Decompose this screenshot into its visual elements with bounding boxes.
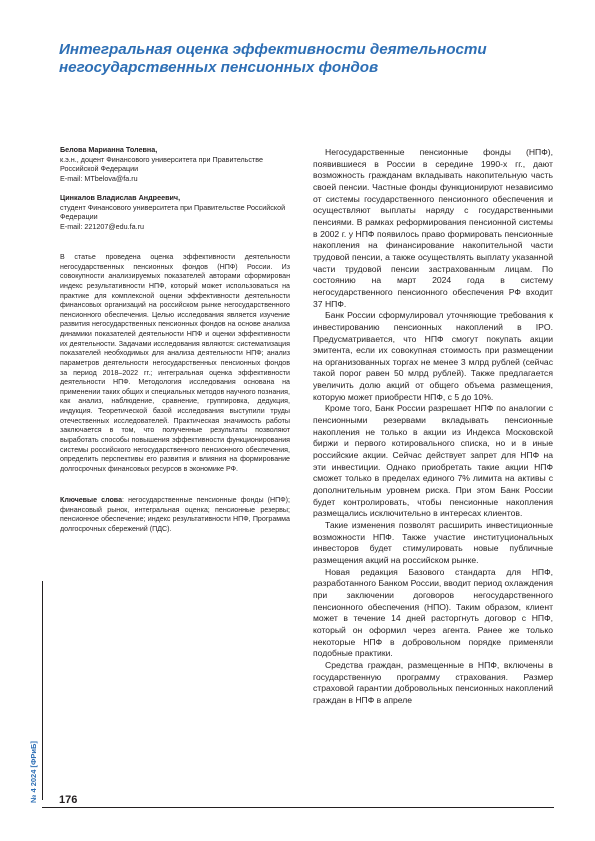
abstract: В статье проведена оценка эффективности деятельности негосударственных пенсионных фондов (НПФ) России. Из совокупности анализируемых показателей авторами сформирован индекс результативности НПФ, который может использоваться на практике для комплексной оценки эффективности деятельности финансовых организаций на российском рынке негосударственного пенсионного обеспечения. Целью исследования является изучение развития негосударственных пенсионных фондов на основе анализа динамики показателей деятельности НПФ и оценки эффективности их деятельности. Задачами исследования являются: систематизация показателей необходимых для анализа деятельности НПФ; анализ параметров деятельности негосударственных пенсионных фондов за период 2018–2022 гг.; интегральная оценка эффективности деятельности НПФ. Методология исследования основана на применении таких общих и специальных методов научного познания, как анализ, наблюдение, сравнение, группировка, дедукция, индукция. Теоретической базой исследования выступили труды отечественных исследователей. Практическая значимость работы заключается в том, что полученные результаты позволяют выработать способы повышения эффективности функционирования системы российского негосударственного пенсионного обеспечения, определить перспективы его развития и влияния на формирование долгосрочных финансовых ресурсов в экономике РФ. <box>60 253 290 473</box>
authors-block <box>60 145 290 231</box>
body-paragraph: Банк России сформулировал уточняющие требования к инвестированию пенсионных накоплений в IPO. Предусматривается, что НПФ смогут покупать акции эмитента, если их совокупная стоимость при размещении на организованных торгах не менее 3 млрд рублей (сейчас такой порог равен 50 млрд рублей). Также предлагается увеличить долю акций от общего объема размещения, которую может приобрести НПФ, с 5 до 10%. <box>313 310 553 402</box>
keywords-label: Ключевые слова <box>60 496 123 504</box>
author-name: Цинкалов Владислав Андреевич, <box>60 193 181 202</box>
author-2 <box>60 193 290 231</box>
margin-vertical-rule <box>42 581 43 800</box>
body-paragraph: Средства граждан, размещенные в НПФ, включены в государственную программу страхования. Размер страховой гарантии добровольных пенсионных накоплений граждан в НПФ в апреле <box>313 659 553 705</box>
body-paragraph: Такие изменения позволят расширить инвестиционные возможности НПФ. Также участие институциональных инвесторов будет стимулировать новые публичные размещения акций на российском рынке. <box>313 520 553 565</box>
body-paragraph: Кроме того, Банк России разрешает НПФ по аналогии с пенсионными резервами вкладывать пенсионные накопления не только в акции из Индекса Московской биржи и первого котировального списка, но и в иные российские акции. Сейчас действует запрет для НПФ на эти инвестиции. Однако приобретать такие акции НПФ сможет только в пределах единого 7% лимита на активы с дополнительным уровнем риска. При этом Банк России будет контролировать, чтобы пенсионные накопления размещались исключительно в интересах клиентов. <box>313 403 553 519</box>
journal-issue-label: № 4 2024 [ФРиБ] <box>29 741 38 803</box>
keywords <box>60 496 290 534</box>
author-email: E-mail: 221207@edu.fa.ru <box>60 221 145 231</box>
author-1 <box>60 145 290 183</box>
article-body <box>313 147 553 707</box>
author-position: к.э.н., доцент Финансового университета при Правительстве Российской Федерации <box>60 154 264 173</box>
keywords-text: : негосударственные пенсионные фонды (НПФ); финансовый рынок, интегральная оценка; пенсионные резервы; пенсионное обеспечение; индекс результативности НПФ, Программа долгосрочных сбережений (ПДС). <box>60 496 290 533</box>
page-number: 176 <box>59 794 78 806</box>
author-email: E-mail: MTbelova@fa.ru <box>60 173 138 183</box>
footer-rule <box>42 807 554 808</box>
article-title: Интегральная оценка эффективности деятельности негосударственных пенсионных фондов <box>59 41 487 76</box>
author-name: Белова Марианна Толевна, <box>60 145 158 154</box>
body-paragraph: Негосударственные пенсионные фонды (НПФ), появившиеся в России в середине 1990-х гг., дают возможность гражданам вкладывать накопительную часть своей пенсии. Частные фонды функционируют независимо от системы государственного пенсионного обеспечения и осуществляют выплаты наряду с государственными пенсиями. В рамках реформирования пенсионной системы в 2002 г. у НПФ появилось право формировать пенсионные накопления на финансирование накопительной части трудовой пенсии, а также осуществлять выплату указанной части трудовой пенсии застрахованным лицам. По состоянию на март 2024 года в систему негосударственного пенсионного обеспечения РФ входит 37 НПФ. <box>313 147 553 309</box>
author-position: студент Финансового университета при Правительстве Российской Федерации <box>60 202 286 221</box>
body-paragraph: Новая редакция Базового стандарта для НПФ, разработанного Банком России, вводит период охлаждения при заключении договоров негосударственного пенсионного обеспечения (НПО). Таким образом, клиент может в течение 14 дней расторгнуть договор с НПФ, который он оформил через агента. Ранее же только некоторые НПФ в добровольном порядке применяли подобные практики. <box>313 566 553 659</box>
